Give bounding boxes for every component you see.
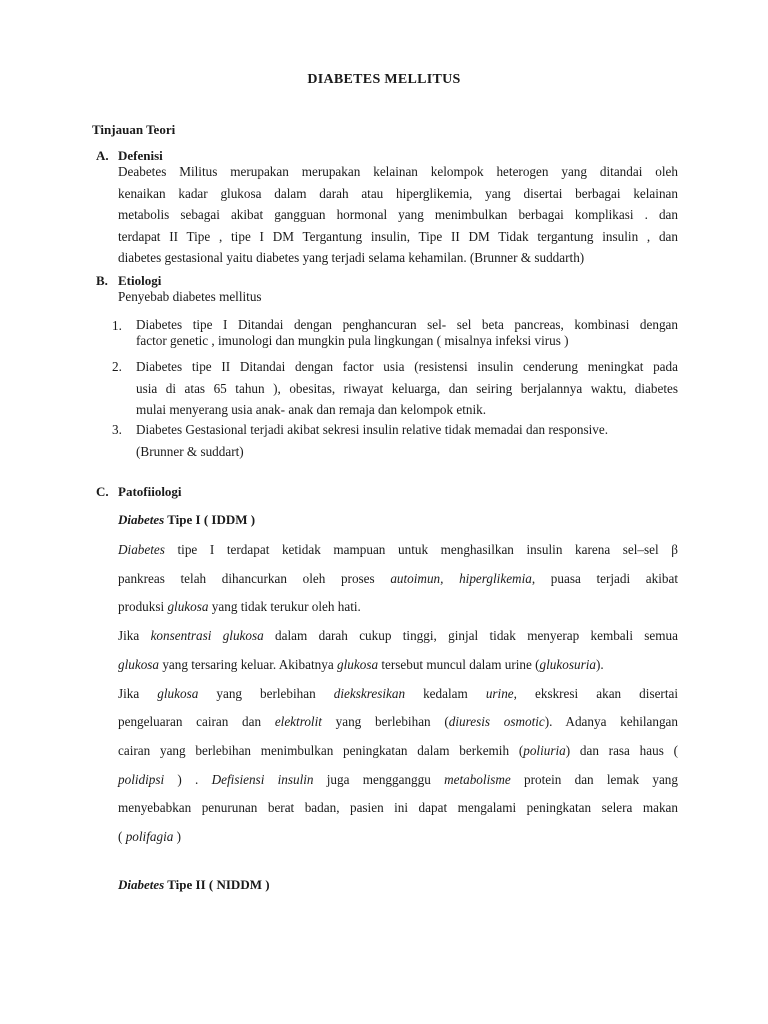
line: Diabetes tipe I Ditandai dengan penghancuran sel- sel beta pancreas, kombinasi dengan (136, 317, 678, 332)
line: Jika konsentrasi glukosa dalam darah cukup tinggi, ginjal tidak menyerap kembali semua (118, 628, 678, 644)
section-a-heading: Defenisi (118, 148, 163, 163)
line: kenaikan kadar glukosa dalam darah atau hiperglikemia, yang disertai berbagai kelainan (118, 185, 678, 201)
section-c-heading: Patofiiologi (118, 484, 182, 499)
list-item (136, 356, 678, 421)
subheading-tipe-2: Diabetes Tipe II ( NIDDM ) (118, 877, 270, 892)
list-number: 1. (112, 318, 122, 333)
list-item (136, 317, 678, 349)
list-item (136, 419, 678, 462)
line: pankreas telah dihancurkan oleh proses autoimun, hiperglikemia, puasa terjadi akibat (118, 570, 679, 586)
line: ( polifagia ) (118, 829, 182, 845)
line: glukosa yang tersaring keluar. Akibatnya glukosa tersebut muncul dalam urine (glukosuria). (118, 656, 604, 672)
line: polidipsi ) . Defisiensi insulin juga mengganggu metabolisme protein dan lemak yang (118, 771, 678, 787)
tinjauan-heading: Tinjauan Teori (92, 122, 176, 137)
line: terdapat II Tipe , tipe I DM Tergantung insulin, Tipe II DM Tidak tergantung insulin , dan (118, 228, 678, 244)
line: usia di atas 65 tahun ), obesitas, riwayat keluarga, dan seiring berjalannya waktu, diabetes (136, 380, 678, 396)
section-a-paragraph (118, 161, 678, 269)
section-c-marker: C. (96, 484, 109, 499)
list-number: 3. (112, 422, 122, 437)
document-title: DIABETES MELLITUS (307, 72, 461, 87)
line: Deabetes Militus merupakan merupakan kelainan kelompok heterogen yang ditandai oleh (118, 164, 678, 179)
section-b-heading: Etiologi (118, 273, 162, 288)
section-b-intro: Penyebab diabetes mellitus (118, 289, 262, 304)
section-a-marker: A. (96, 148, 109, 163)
line: menyebabkan penurunan berat badan, pasien ini dapat mengalami peningkatan selera makan (118, 800, 678, 816)
section-b-marker: B. (96, 273, 108, 288)
line: factor genetic , imunologi dan mungkin pula lingkungan ( misalnya infeksi virus ) (136, 333, 569, 348)
subheading-tipe-1: Diabetes Tipe I ( IDDM ) (118, 512, 256, 527)
line: mulai menyerang usia anak- anak dan remaja dan kelompok etnik. (136, 402, 487, 417)
line: cairan yang berlebihan menimbulkan peningkatan dalam berkemih (poliuria) dan rasa haus ( (118, 742, 678, 758)
line: Diabetes Gestasional terjadi akibat sekresi insulin relative tidak memadai dan responsive. (136, 422, 609, 437)
patofisiologi-paragraph (118, 536, 678, 852)
line: Diabetes tipe I terdapat ketidak mampuan untuk menghasilkan insulin karena sel–sel β (118, 542, 678, 557)
line: pengeluaran cairan dan elektrolit yang berlebihan (diuresis osmotic). Adanya kehilangan (118, 714, 679, 730)
line: metabolis sebagai akibat gangguan hormonal yang menimbulkan berbagai komplikasi . dan (118, 207, 678, 222)
line: (Brunner & suddart) (136, 443, 244, 459)
list-number: 2. (112, 359, 122, 374)
line: diabetes gestasional yaitu diabetes yang terjadi selama kehamilan. (Brunner & suddarth) (118, 250, 585, 265)
line: produksi glukosa yang tidak terukur oleh hati. (118, 599, 361, 615)
line: Jika glukosa yang berlebihan diekskresikan kedalam urine, ekskresi akan disertai (118, 685, 679, 701)
line: Diabetes tipe II Ditandai dengan factor usia (resistensi insulin cenderung meningkat pada (136, 359, 678, 374)
